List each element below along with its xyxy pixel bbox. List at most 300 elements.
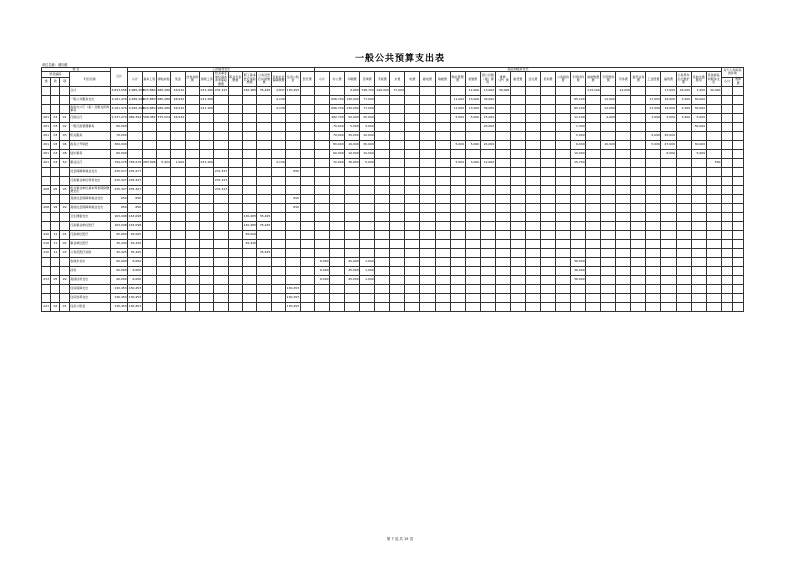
shangpin-value-cell: 17,000 — [661, 87, 676, 96]
shangpin-value-cell — [631, 258, 646, 267]
gongzi-value-cell — [142, 168, 156, 177]
shangpin-value-cell — [691, 276, 706, 285]
shangpin-value-cell — [631, 195, 646, 204]
gongzi-value-cell — [228, 132, 242, 141]
shangpin-col-header: 水费 — [390, 72, 405, 87]
shangpin-value-cell — [646, 294, 661, 303]
gongzi-value-cell: 758,276 — [128, 159, 142, 168]
code-lei-cell — [42, 258, 51, 267]
shangpin-value-cell — [691, 213, 706, 222]
code-kuan-cell — [51, 87, 60, 96]
gongzi-value-cell — [142, 195, 156, 204]
shangpin-value-cell — [390, 276, 405, 285]
shangpin-value-cell — [510, 87, 525, 96]
shangpin-value-cell — [586, 258, 601, 267]
shangpin-value-cell — [631, 87, 646, 96]
shangpin-value-cell — [646, 276, 661, 285]
gongzi-value-cell — [156, 168, 170, 177]
header-xiang: 项 — [60, 77, 69, 86]
shangpin-value-cell: 5,000 — [646, 132, 661, 141]
shangpin-value-cell: 39,000 — [495, 87, 510, 96]
shangpin-value-cell — [525, 105, 540, 114]
shangpin-value-cell: 748,700 — [360, 87, 375, 96]
shangpin-value-cell — [375, 204, 390, 213]
subject-name-cell: 住房公积金 — [69, 303, 110, 312]
shangpin-value-cell — [631, 168, 646, 177]
shangpin-value-cell — [556, 231, 571, 240]
gongzi-value-cell: 4,139 — [271, 96, 285, 105]
shangpin-value-cell — [676, 132, 691, 141]
shangpin-value-cell — [465, 276, 480, 285]
shangpin-value-cell — [315, 168, 330, 177]
shangpin-value-cell — [540, 159, 555, 168]
subject-name-cell: 机关事业单位基本养老保险缴费支出 — [70, 185, 110, 194]
shangpin-value-cell — [390, 141, 405, 150]
shangpin-value-cell — [405, 168, 420, 177]
shangpin-value-cell — [646, 150, 661, 159]
shangpin-value-cell — [390, 132, 405, 141]
geren-value-cell — [733, 303, 744, 312]
shangpin-value-cell — [616, 204, 631, 213]
shangpin-value-cell — [556, 222, 571, 231]
shangpin-value-cell — [601, 249, 616, 258]
shangpin-value-cell — [495, 231, 510, 240]
shangpin-value-cell — [375, 240, 390, 249]
gongzi-value-cell — [185, 123, 199, 132]
shangpin-value-cell — [586, 186, 601, 195]
shangpin-value-cell — [510, 123, 525, 132]
shangpin-col-header: 电费 — [405, 72, 420, 87]
shangpin-value-cell — [631, 294, 646, 303]
shangpin-value-cell — [586, 213, 601, 222]
shangpin-value-cell — [450, 168, 465, 177]
shangpin-value-cell: 27,000 — [661, 141, 676, 150]
code-kuan-cell: 05 — [51, 186, 60, 195]
shangpin-value-cell — [706, 123, 721, 132]
shangpin-value-cell — [616, 249, 631, 258]
gongzi-col-header: 住房公积金 — [286, 72, 300, 87]
gongzi-value-cell: 4,139 — [271, 159, 285, 168]
gongzi-value-cell — [214, 222, 228, 231]
shangpin-value-cell — [601, 276, 616, 285]
shangpin-value-cell — [405, 150, 420, 159]
header-kemu-bianma: 科目编码 — [42, 72, 70, 77]
total-cell: 90,000 — [110, 258, 127, 267]
shangpin-value-cell: 1,000 — [360, 267, 375, 276]
shangpin-value-cell — [706, 258, 721, 267]
gongzi-col-header: 基本工资 — [142, 72, 156, 87]
shangpin-value-cell — [345, 168, 360, 177]
shangpin-value-cell: 80,000 — [330, 141, 345, 150]
shangpin-value-cell — [706, 114, 721, 123]
total-cell: 90,000 — [110, 276, 127, 285]
geren-value-cell — [721, 96, 732, 105]
geren-value-cell — [733, 123, 744, 132]
shangpin-value-cell — [631, 114, 646, 123]
table-row — [42, 150, 744, 159]
geren-value-cell — [733, 114, 744, 123]
shangpin-value-cell — [420, 303, 435, 312]
shangpin-value-cell: 30,000 — [345, 132, 360, 141]
shangpin-value-cell — [631, 213, 646, 222]
subject-name-cell: 一般行政管理事务 — [69, 123, 110, 132]
code-kuan-cell: 99 — [51, 204, 60, 213]
shangpin-value-cell — [556, 96, 571, 105]
shangpin-value-cell — [450, 204, 465, 213]
shangpin-value-cell — [510, 141, 525, 150]
gongzi-value-cell — [156, 276, 170, 285]
geren-value-cell — [721, 114, 732, 123]
gongzi-value-cell — [257, 186, 271, 195]
code-lei-cell: 201 — [42, 159, 51, 168]
gongzi-value-cell — [257, 177, 271, 186]
gongzi-value-cell — [185, 195, 199, 204]
shangpin-value-cell — [465, 222, 480, 231]
gongzi-value-cell — [214, 123, 228, 132]
table-row — [42, 141, 744, 150]
table-row — [42, 267, 744, 276]
shangpin-value-cell — [616, 258, 631, 267]
shangpin-value-cell — [601, 204, 616, 213]
shangpin-value-cell: 5,000 — [450, 141, 465, 150]
shangpin-value-cell — [540, 294, 555, 303]
shangpin-value-cell — [345, 195, 360, 204]
shangpin-value-cell: 3,400 — [676, 96, 691, 105]
shangpin-value-cell — [571, 222, 586, 231]
shangpin-value-cell — [706, 204, 721, 213]
geren-value-cell — [721, 231, 732, 240]
shangpin-value-cell — [706, 294, 721, 303]
shangpin-value-cell — [540, 231, 555, 240]
code-xiang-cell: 01 — [60, 231, 69, 240]
geren-value-cell — [721, 303, 732, 312]
total-cell: 35,425 — [110, 249, 127, 258]
shangpin-value-cell — [661, 213, 676, 222]
shangpin-value-cell — [465, 150, 480, 159]
shangpin-value-cell — [405, 267, 420, 276]
shangpin-value-cell — [405, 249, 420, 258]
shangpin-value-cell — [435, 87, 450, 96]
shangpin-value-cell — [465, 177, 480, 186]
gongzi-value-cell — [286, 222, 300, 231]
shangpin-value-cell — [616, 132, 631, 141]
gongzi-value-cell — [271, 258, 285, 267]
shangpin-value-cell — [586, 294, 601, 303]
shangpin-value-cell — [706, 195, 721, 204]
shangpin-value-cell: 5,000 — [465, 141, 480, 150]
code-lei-cell: 201 — [42, 123, 51, 132]
shangpin-value-cell: 5,000 — [345, 123, 360, 132]
shangpin-value-cell — [646, 195, 661, 204]
gongzi-value-cell — [171, 141, 185, 150]
shangpin-value-cell — [480, 303, 495, 312]
subject-name-cell: 其他社会保障和就业支出 — [69, 204, 110, 213]
header-gongzi-group: 工资福利支出 — [128, 68, 315, 72]
shangpin-value-cell: 36,000 — [345, 159, 360, 168]
shangpin-col-header: 福利费 — [661, 72, 676, 87]
shangpin-value-cell — [435, 258, 450, 267]
code-xiang-cell: 03 — [60, 249, 69, 258]
gongzi-value-cell — [271, 303, 285, 312]
shangpin-value-cell: 39,000 — [480, 96, 495, 105]
shangpin-value-cell — [631, 231, 646, 240]
geren-value-cell — [721, 105, 732, 114]
total-cell: 650 — [110, 195, 127, 204]
gongzi-value-cell — [286, 213, 300, 222]
gongzi-value-cell — [142, 258, 156, 267]
shangpin-value-cell — [330, 222, 345, 231]
shangpin-value-cell — [616, 285, 631, 294]
gongzi-value-cell — [300, 213, 314, 222]
shangpin-value-cell: 1,000 — [360, 276, 375, 285]
shangpin-value-cell — [540, 141, 555, 150]
gongzi-value-cell — [214, 132, 228, 141]
shangpin-value-cell — [465, 240, 480, 249]
gongzi-value-cell — [286, 114, 300, 123]
shangpin-value-cell — [556, 204, 571, 213]
gongzi-value-cell — [286, 240, 300, 249]
shangpin-value-cell: 13,000 — [480, 87, 495, 96]
total-cell: 235,327 — [110, 177, 127, 186]
gongzi-value-cell — [243, 105, 257, 114]
shangpin-value-cell — [345, 231, 360, 240]
shangpin-value-cell — [375, 168, 390, 177]
shangpin-value-cell: 12,000 — [480, 159, 495, 168]
shangpin-value-cell — [420, 177, 435, 186]
shangpin-value-cell: 20,000 — [480, 123, 495, 132]
gongzi-value-cell — [185, 186, 199, 195]
shangpin-value-cell — [601, 132, 616, 141]
code-lei-cell: 210 — [42, 240, 51, 249]
gongzi-value-cell — [243, 195, 257, 204]
gongzi-value-cell — [257, 114, 271, 123]
code-xiang-cell — [60, 213, 69, 222]
geren-value-cell — [721, 294, 732, 303]
subject-name-cell: 事业单位医疗 — [69, 240, 110, 249]
gongzi-value-cell — [228, 195, 242, 204]
gongzi-value-cell — [243, 114, 257, 123]
gongzi-value-cell — [214, 285, 228, 294]
shangpin-value-cell — [405, 258, 420, 267]
gongzi-value-cell — [200, 285, 214, 294]
shangpin-value-cell — [375, 132, 390, 141]
code-lei-cell — [42, 105, 51, 114]
gongzi-value-cell — [214, 204, 228, 213]
shangpin-value-cell — [465, 186, 480, 195]
shangpin-value-cell — [540, 114, 555, 123]
table-row — [42, 96, 744, 105]
code-lei-cell — [42, 213, 51, 222]
gongzi-value-cell — [156, 267, 170, 276]
gongzi-value-cell: 650 — [128, 195, 142, 204]
gongzi-value-cell: 815,880 — [142, 96, 156, 105]
shangpin-value-cell — [661, 276, 676, 285]
gongzi-value-cell: 35,425 — [257, 213, 271, 222]
gongzi-value-cell — [200, 303, 214, 312]
shangpin-value-cell — [495, 177, 510, 186]
shangpin-value-cell: 10,000 — [360, 132, 375, 141]
shangpin-value-cell — [450, 276, 465, 285]
geren-value-cell — [733, 141, 744, 150]
gongzi-value-cell — [271, 150, 285, 159]
gongzi-value-cell: 46,932 — [171, 87, 185, 96]
shangpin-value-cell — [661, 240, 676, 249]
shangpin-value-cell — [510, 276, 525, 285]
gongzi-value-cell — [200, 195, 214, 204]
shangpin-value-cell — [345, 240, 360, 249]
shangpin-value-cell — [631, 276, 646, 285]
shangpin-value-cell — [495, 150, 510, 159]
shangpin-value-cell — [586, 222, 601, 231]
gongzi-value-cell — [156, 141, 170, 150]
shangpin-value-cell — [390, 285, 405, 294]
gongzi-value-cell — [214, 294, 228, 303]
shangpin-value-cell — [646, 123, 661, 132]
total-cell: 3,161,476 — [110, 105, 127, 114]
shangpin-value-cell — [676, 204, 691, 213]
shangpin-value-cell — [586, 159, 601, 168]
shangpin-value-cell — [510, 195, 525, 204]
gongzi-value-cell — [300, 267, 314, 276]
shangpin-value-cell: 5,000 — [691, 114, 706, 123]
gongzi-value-cell: 231,160 — [200, 87, 214, 96]
code-lei-cell — [42, 177, 51, 186]
shangpin-value-cell — [510, 132, 525, 141]
shangpin-value-cell — [706, 249, 721, 258]
shangpin-value-cell — [405, 159, 420, 168]
shangpin-value-cell: 190,000 — [375, 87, 390, 96]
gongzi-value-cell — [271, 141, 285, 150]
gongzi-value-cell: 1,900 — [171, 159, 185, 168]
gongzi-value-cell: 231,160 — [200, 105, 214, 114]
shangpin-value-cell — [646, 159, 661, 168]
shangpin-value-cell — [601, 159, 616, 168]
unit-label: 单位名称：城川镇 — [42, 63, 68, 67]
gongzi-value-cell: 231,160 — [200, 96, 214, 105]
gongzi-value-cell — [185, 114, 199, 123]
gongzi-value-cell — [200, 141, 214, 150]
gongzi-value-cell — [156, 231, 170, 240]
gongzi-value-cell — [185, 150, 199, 159]
gongzi-value-cell — [271, 294, 285, 303]
shangpin-col-header: 培训费 — [540, 72, 555, 87]
shangpin-value-cell — [315, 303, 330, 312]
shangpin-value-cell: 5,000 — [691, 150, 706, 159]
shangpin-value-cell — [405, 87, 420, 96]
gongzi-value-cell — [128, 123, 142, 132]
gongzi-value-cell — [300, 258, 314, 267]
shangpin-value-cell — [480, 150, 495, 159]
shangpin-col-header: 因公出国（境）费用 — [480, 72, 495, 87]
gongzi-value-cell — [228, 258, 242, 267]
gongzi-value-cell — [200, 168, 214, 177]
shangpin-value-cell — [571, 213, 586, 222]
shangpin-value-cell — [315, 240, 330, 249]
code-lei-cell: 201 — [42, 150, 51, 159]
geren-value-cell — [721, 204, 732, 213]
shangpin-value-cell — [435, 141, 450, 150]
gongzi-col-header: 伙食补助费 — [185, 72, 199, 87]
shangpin-value-cell: 14,000 — [601, 96, 616, 105]
shangpin-value-cell — [435, 105, 450, 114]
shangpin-value-cell — [330, 276, 345, 285]
shangpin-value-cell — [360, 177, 375, 186]
shangpin-value-cell — [525, 294, 540, 303]
gongzi-value-cell — [271, 195, 285, 204]
gongzi-value-cell — [228, 141, 242, 150]
shangpin-value-cell — [706, 213, 721, 222]
shangpin-value-cell: 14,000 — [601, 105, 616, 114]
total-cell: 300,000 — [110, 141, 127, 150]
header-xiangmu: 项 目 — [42, 68, 111, 72]
gongzi-value-cell: 815,880 — [142, 105, 156, 114]
shangpin-value-cell — [390, 249, 405, 258]
shangpin-value-cell — [360, 303, 375, 312]
code-xiang-cell: 02 — [60, 123, 69, 132]
code-xiang-cell: 99 — [60, 276, 69, 285]
shangpin-value-cell — [525, 258, 540, 267]
gongzi-value-cell — [128, 132, 142, 141]
shangpin-value-cell — [646, 222, 661, 231]
shangpin-value-cell — [586, 204, 601, 213]
gongzi-value-cell — [300, 204, 314, 213]
shangpin-value-cell — [315, 195, 330, 204]
gongzi-value-cell — [171, 294, 185, 303]
shangpin-value-cell — [661, 222, 676, 231]
gongzi-value-cell — [300, 186, 314, 195]
gongzi-value-cell: 6,000 — [128, 267, 142, 276]
gongzi-value-cell — [257, 141, 271, 150]
code-kuan-cell: 11 — [51, 249, 60, 258]
gongzi-value-cell: 35,425 — [128, 249, 142, 258]
shangpin-value-cell — [495, 114, 510, 123]
gongzi-value-cell — [214, 276, 228, 285]
shangpin-value-cell — [405, 177, 420, 186]
geren-value-cell — [721, 213, 732, 222]
shangpin-value-cell — [405, 285, 420, 294]
gongzi-value-cell — [271, 267, 285, 276]
gongzi-value-cell — [243, 249, 257, 258]
subject-name-cell: 住房改革支出 — [69, 294, 110, 303]
geren-value-cell — [721, 186, 732, 195]
geren-value-cell — [721, 267, 732, 276]
shangpin-value-cell: 696,700 — [330, 96, 345, 105]
shangpin-value-cell: 17,000 — [646, 96, 661, 105]
gongzi-value-cell — [300, 231, 314, 240]
gongzi-value-cell — [243, 96, 257, 105]
geren-value-cell — [721, 168, 732, 177]
shangpin-value-cell — [586, 285, 601, 294]
shangpin-value-cell — [556, 159, 571, 168]
shangpin-value-cell — [510, 96, 525, 105]
gongzi-value-cell — [243, 159, 257, 168]
code-xiang-cell — [60, 105, 69, 114]
code-lei-cell — [42, 168, 51, 177]
gongzi-value-cell — [243, 168, 257, 177]
shangpin-col-header: 咨询费 — [360, 72, 375, 87]
shangpin-value-cell — [375, 258, 390, 267]
gongzi-value-cell — [286, 141, 300, 150]
table-row — [42, 159, 744, 168]
shangpin-value-cell — [420, 276, 435, 285]
shangpin-value-cell — [616, 240, 631, 249]
subject-name-cell: 行政事业单位医疗 — [69, 222, 110, 231]
code-xiang-cell — [60, 285, 69, 294]
geren-col-header: 离休费 — [733, 77, 744, 86]
shangpin-value-cell — [315, 96, 330, 105]
shangpin-value-cell — [646, 186, 661, 195]
gongzi-value-cell: 130,453 — [128, 303, 142, 312]
